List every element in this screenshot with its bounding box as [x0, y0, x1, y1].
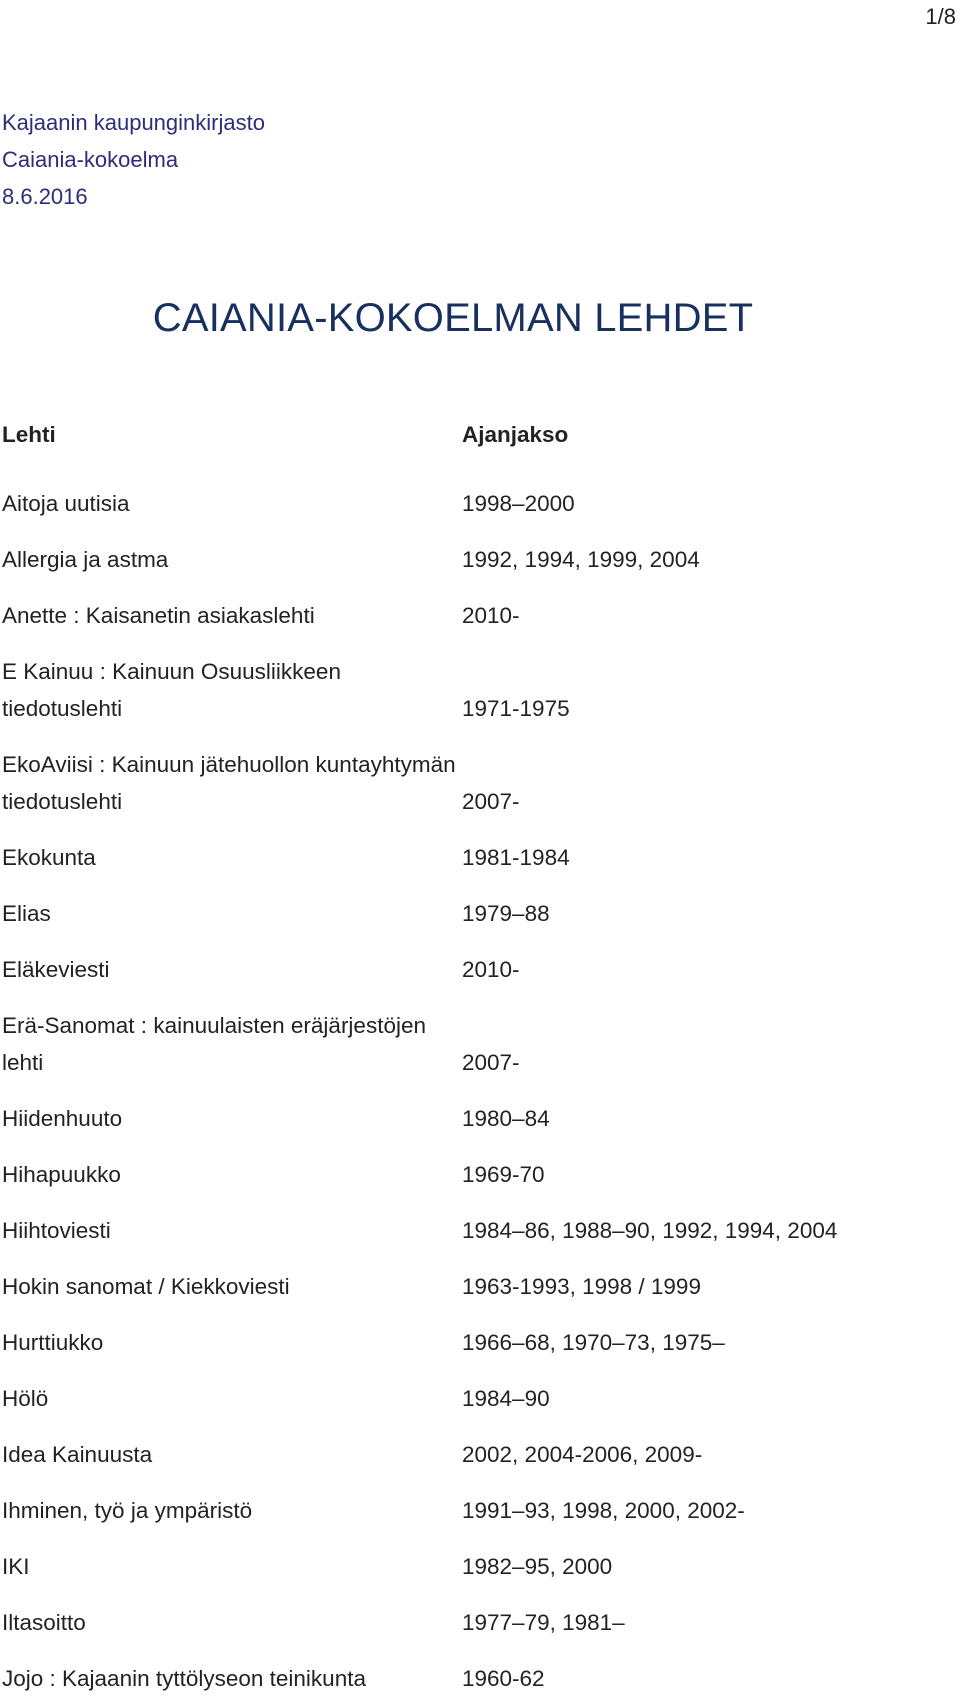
column-header-period: Ajanjakso [462, 422, 569, 447]
table-row [2, 1641, 922, 1697]
table-row [2, 466, 922, 522]
periodical-title: Ekokunta [2, 845, 96, 870]
periodical-title: Aitoja uutisia [2, 491, 130, 516]
periodical-title: Hiidenhuuto [2, 1106, 123, 1131]
periodical-period: 1966–68, 1970–73, 1975– [462, 1330, 725, 1355]
periodical-period: 2007- [462, 1050, 520, 1075]
table-header-row [2, 416, 922, 466]
periodical-title: E Kainuu : Kainuun Osuusliikkeen tiedotuslehti [2, 659, 341, 721]
periodical-title: Hihapuukko [2, 1162, 121, 1187]
table-row [2, 727, 922, 820]
table-row [2, 1529, 922, 1585]
table-row [2, 634, 922, 727]
periodical-title: Allergia ja astma [2, 547, 169, 572]
table-row [2, 988, 922, 1081]
periodicals-table [2, 416, 922, 1697]
periodical-title: Ihminen, työ ja ympäristö [2, 1498, 253, 1523]
table-row [2, 820, 922, 876]
table-row [2, 1081, 922, 1137]
page-number: 1/8 [925, 4, 956, 29]
table-row [2, 578, 922, 634]
periodical-period: 2007- [462, 789, 520, 814]
table-row [2, 522, 922, 578]
periodical-title: Jojo : Kajaanin tyttölyseon teinikunta [2, 1666, 366, 1691]
periodical-period: 2010- [462, 957, 520, 982]
table-row [2, 1249, 922, 1305]
periodical-title: EkoAviisi : Kainuun jätehuollon kuntayhtymän tiedotuslehti [2, 752, 456, 814]
periodical-period: 1992, 1994, 1999, 2004 [462, 547, 700, 572]
table-row [2, 1193, 922, 1249]
periodical-period: 1977–79, 1981– [462, 1610, 625, 1635]
periodical-period: 1971-1975 [462, 696, 570, 721]
table-row [2, 1137, 922, 1193]
periodical-title: Hurttiukko [2, 1330, 104, 1355]
periodical-title: Iltasoitto [2, 1610, 86, 1635]
table-row [2, 1417, 922, 1473]
document-header [2, 104, 265, 215]
periodical-title: Idea Kainuusta [2, 1442, 153, 1467]
table-row [2, 932, 922, 988]
periodical-period: 1960-62 [462, 1666, 545, 1691]
periodical-title: IKI [2, 1554, 30, 1579]
periodical-period: 1984–86, 1988–90, 1992, 1994, 2004 [462, 1218, 838, 1243]
page-title: CAIANIA-KOKOELMAN LEHDET [152, 296, 754, 340]
periodical-period: 1981-1984 [462, 845, 570, 870]
periodical-period: 1984–90 [462, 1386, 550, 1411]
periodical-period: 1998–2000 [462, 491, 575, 516]
table-row [2, 1585, 922, 1641]
periodical-period: 1980–84 [462, 1106, 550, 1131]
periodical-period: 2010- [462, 603, 520, 628]
table-row [2, 1473, 922, 1529]
document-date: 8.6.2016 [2, 184, 88, 209]
table-row [2, 1305, 922, 1361]
column-header-title: Lehti [2, 422, 56, 447]
periodical-title: Hölö [2, 1386, 49, 1411]
periodical-title: Hokin sanomat / Kiekkoviesti [2, 1274, 290, 1299]
periodical-title: Anette : Kaisanetin asiakaslehti [2, 603, 315, 628]
library-name: Kajaanin kaupunginkirjasto [2, 110, 265, 135]
periodical-title: Eläkeviesti [2, 957, 110, 982]
periodical-period: 1969-70 [462, 1162, 545, 1187]
collection-name: Caiania-kokoelma [2, 147, 179, 172]
periodical-period: 1979–88 [462, 901, 550, 926]
periodical-title: Erä-Sanomat : kainuulaisten eräjärjestöjen lehti [2, 1013, 426, 1075]
table-row [2, 1361, 922, 1417]
periodical-period: 1982–95, 2000 [462, 1554, 613, 1579]
periodical-period: 1963-1993, 1998 / 1999 [462, 1274, 701, 1299]
periodical-title: Hiihtoviesti [2, 1218, 111, 1243]
table-row [2, 876, 922, 932]
periodical-period: 1991–93, 1998, 2000, 2002- [462, 1498, 745, 1523]
periodical-title: Elias [2, 901, 51, 926]
periodical-period: 2002, 2004-2006, 2009- [462, 1442, 703, 1467]
